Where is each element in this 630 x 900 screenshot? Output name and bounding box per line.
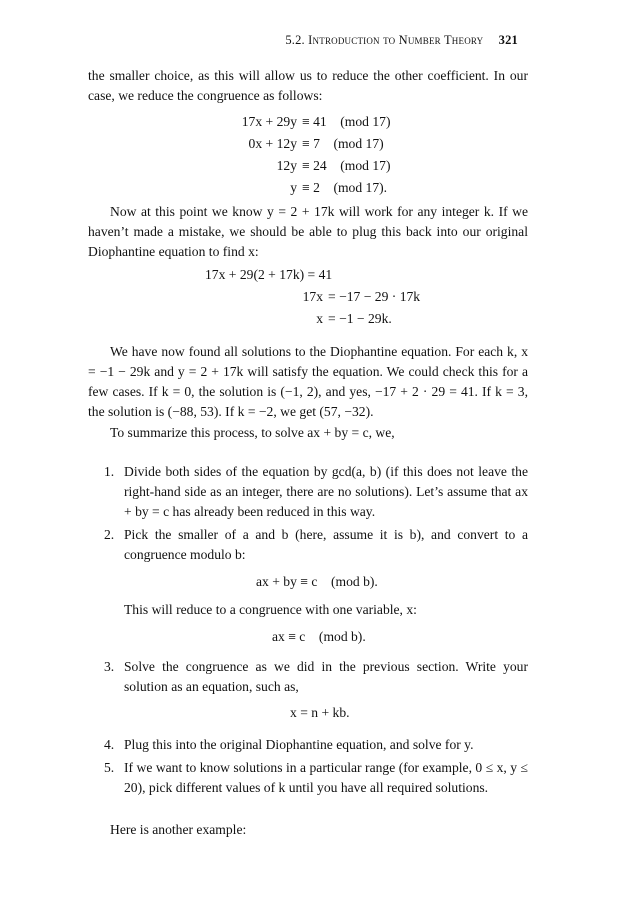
step-4: 4. Plug this into the original Diophantine equation, and solve for y. [104,737,474,752]
paragraph-another-example: Here is another example: [110,822,247,837]
congruence-reduction-block [205,111,390,199]
step-2-equation-2: ax ≡ c (mod b). [272,629,366,644]
paragraph-plug-back: Now at this point we know y = 2 + 17k will work for any integer k. If we haven’t made a mistake, we should be able to plug this back into our original Diophantine equation to find x: [88,204,528,259]
step-5: 5. If we want to know solutions in a particular range (for example, 0 ≤ x, y ≤ 20), pick different values of k until you have all required solutions. [104,760,528,795]
equation-row: 17x = −17 − 29 · 17k [302,289,421,304]
paragraph-solutions: We have now found all solutions to the Diophantine equation. For each k, x = −1 − 29k and y = 2 + 17k will satisfy the equation. We could check this for a few cases. If k = 0, the solution is (−1, 2), and yes, −17 + 2 · 29 = 41. If k = 3, the solution is (−88, 53). If k = −2, we get (57, −32). [88,344,528,419]
running-header [285,33,518,48]
equation-row: 17x + 29y ≡ 41 (mod 17) [241,114,391,129]
equation-row: y ≡ 2 (mod 17). [290,180,388,195]
step-2-followup: This will reduce to a congruence with one variable, x: [124,602,417,617]
equation-row: x = −1 − 29k. [316,311,392,326]
step-2: 2. Pick the smaller of a and b (here, assume it is b), and convert to a congruence modulo b: [104,527,528,562]
step-3-equation: x = n + kb. [290,705,350,720]
page-number: 321 [498,33,518,47]
solve-for-x-block [205,264,420,330]
equation-row: 0x + 12y ≡ 7 (mod 17) [248,136,384,151]
equation-row: 12y ≡ 24 (mod 17) [276,158,391,173]
step-2-equation: ax + by ≡ c (mod b). [256,574,378,589]
paragraph-intro: the smaller choice, as this will allow us to reduce the other coefficient. In our case, we reduce the congruence as follows: [88,68,528,103]
section-title: 5.2. Introduction to Number Theory [285,33,484,47]
step-1: 1. Divide both sides of the equation by gcd(a, b) (if this does not leave the right-hand side as an integer, there are no solutions). Let’s assume that ax + by = c has already been reduced in this way. [104,464,528,519]
equation-row: 17x + 29(2 + 17k) = 41 [205,267,333,282]
step-3: 3. Solve the congruence as we did in the previous section. Write your solution as an equation, such as, [104,659,528,694]
paragraph-summary: To summarize this process, to solve ax + by = c, we, [110,425,395,440]
